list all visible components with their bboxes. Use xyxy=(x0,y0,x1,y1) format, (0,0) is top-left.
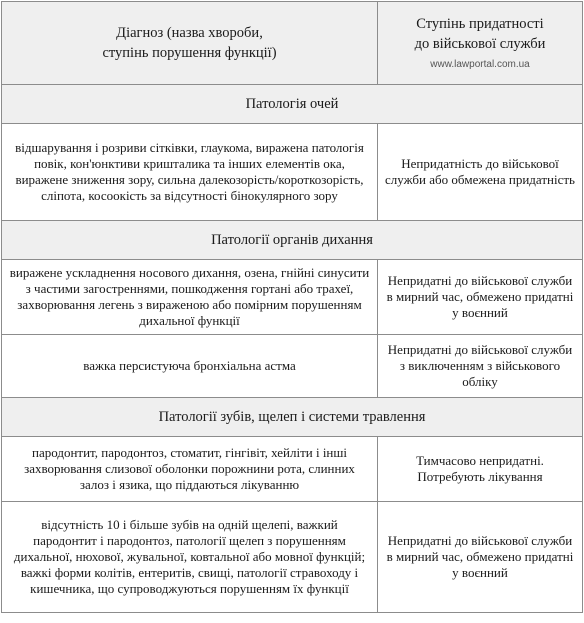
diagnosis-cell: відшарування і розриви сітківки, глаукома, виражена патологія повік, кон'юнктиви кришталика та інших елементів ока, виражене зниження зору, сильна далекозорість/короткозорість, сліпота, косоокість за відсутності бінокулярного зору xyxy=(2,124,378,221)
fitness-cell: Непридатні до військової служби в мирний час, обмежено придатні у воєнний xyxy=(378,502,583,613)
watermark: www.lawportal.com.ua xyxy=(430,59,530,70)
diagnosis-cell: важка персистуюча бронхіальна астма xyxy=(2,335,378,398)
section-title: Патологія очей xyxy=(2,85,583,124)
table-row xyxy=(2,260,583,335)
section-row-respiratory xyxy=(2,221,583,260)
section-title: Патології органів дихання xyxy=(2,221,583,260)
fitness-cell: Непридатні до військової служби з виключенням з військового обліку xyxy=(378,335,583,398)
table-row xyxy=(2,124,583,221)
fitness-table xyxy=(1,1,583,613)
table-row xyxy=(2,437,583,502)
diagnosis-cell: відсутність 10 і більше зубів на одній щелепі, важкий пародонтит і пародонтоз, патології щелеп з порушенням дихальної, нюхової, жувальної, ковтальної або мовної функцій; важкі форми колітів, ентеритів, свищі, патології стравоходу і кишечника, що супроводжуються порушенням їх функції xyxy=(2,502,378,613)
table-row xyxy=(2,335,583,398)
fitness-cell: Непридатність до військової служби або обмежена придатність xyxy=(378,124,583,221)
table-row xyxy=(2,502,583,613)
diagnosis-cell: пародонтит, пародонтоз, стоматит, гінгівіт, хейліти і інші захворювання слизової оболонки порожнини рота, слинних залоз і язика, що піддаються лікуванню xyxy=(2,437,378,502)
header-fitness-text: Ступінь придатності до військової служби xyxy=(414,16,546,52)
header-diagnosis-text: Діагноз (назва хвороби, ступінь порушення функції) xyxy=(102,25,277,61)
diagnosis-cell: виражене ускладнення носового дихання, озена, гнійні синусити з частими загостреннями, пошкодження гортані або трахеї, захворювання легень з вираженою або помірним порушенням дихальної функції xyxy=(2,260,378,335)
section-title: Патології зубів, щелеп і системи травлення xyxy=(2,398,583,437)
fitness-cell: Непридатні до військової служби в мирний час, обмежено придатні у воєнний xyxy=(378,260,583,335)
section-row-eyes xyxy=(2,85,583,124)
header-diagnosis xyxy=(2,2,378,85)
table-header-row xyxy=(2,2,583,85)
fitness-table-container xyxy=(1,1,582,613)
fitness-cell: Тимчасово непридатні. Потребують лікування xyxy=(378,437,583,502)
header-fitness xyxy=(378,2,583,85)
section-row-digestive xyxy=(2,398,583,437)
